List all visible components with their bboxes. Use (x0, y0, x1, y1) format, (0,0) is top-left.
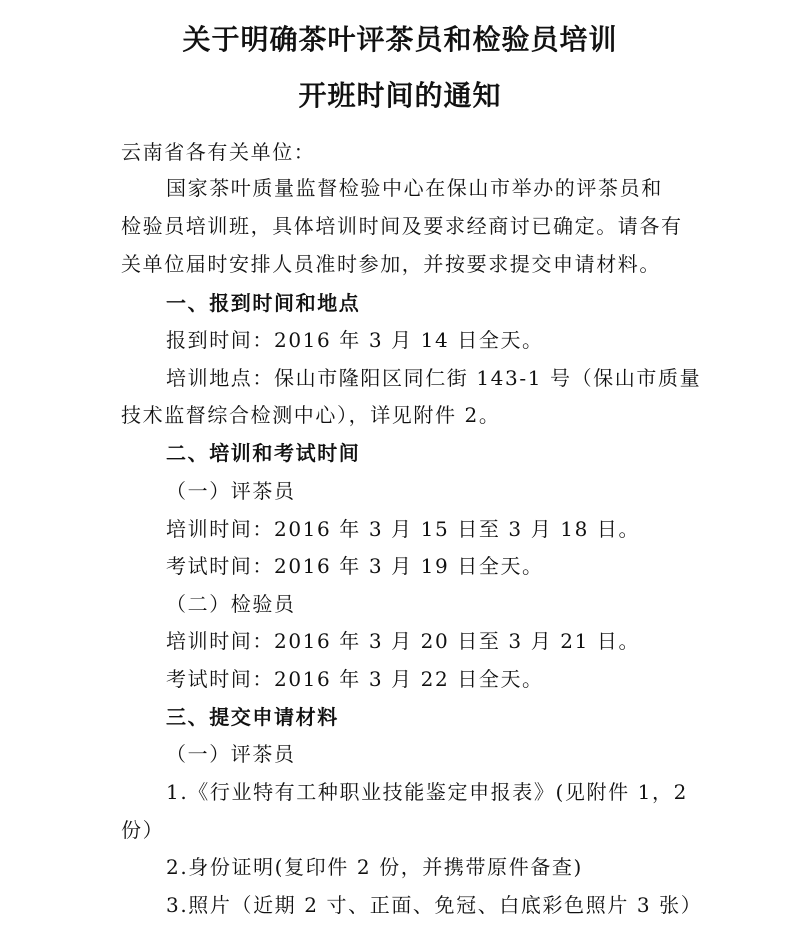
training-location-line-1: 培训地点：保山市隆阳区同仁街 143-1 号（保山市质量 (166, 366, 702, 390)
tea-taster-subheading: （一）评茶员 (166, 479, 296, 503)
inspector-subheading: （二）检验员 (166, 592, 296, 616)
title-line-2: 开班时间的通知 (298, 79, 502, 112)
tea-taster-training-time: 培训时间：2016 年 3 月 15 日至 3 月 18 日。 (166, 517, 641, 541)
intro-line-1: 国家茶叶质量监督检验中心在保山市举办的评茶员和 (166, 176, 663, 200)
training-location-line-2: 技术监督综合检测中心），详见附件 2。 (121, 403, 501, 427)
section-2-heading: 二、培训和考试时间 (166, 441, 361, 465)
materials-subheading: （一）评茶员 (166, 742, 296, 766)
report-time: 报到时间：2016 年 3 月 14 日全天。 (166, 328, 544, 352)
inspector-training-time: 培训时间：2016 年 3 月 20 日至 3 月 21 日。 (166, 629, 641, 653)
materials-item-1-line-1: 1.《行业特有工种职业技能鉴定申报表》(见附件 1，2 (166, 780, 688, 804)
intro-line-3: 关单位届时安排人员准时参加，并按要求提交申请材料。 (121, 252, 661, 276)
materials-item-2: 2.身份证明(复印件 2 份，并携带原件备查) (166, 855, 583, 879)
title-line-1: 关于明确茶叶评茶员和检验员培训 (182, 23, 618, 56)
salutation: 云南省各有关单位： (121, 140, 316, 164)
intro-line-2: 检验员培训班，具体培训时间及要求经商讨已确定。请各有 (121, 214, 683, 238)
section-1-heading: 一、报到时间和地点 (166, 291, 361, 315)
section-3-heading: 三、提交申请材料 (166, 705, 339, 729)
materials-item-1-line-2: 份） (121, 818, 165, 842)
tea-taster-exam-time: 考试时间：2016 年 3 月 19 日全天。 (166, 554, 544, 578)
materials-item-3: 3.照片（近期 2 寸、正面、免冠、白底彩色照片 3 张） (166, 893, 703, 917)
inspector-exam-time: 考试时间：2016 年 3 月 22 日全天。 (166, 667, 544, 691)
